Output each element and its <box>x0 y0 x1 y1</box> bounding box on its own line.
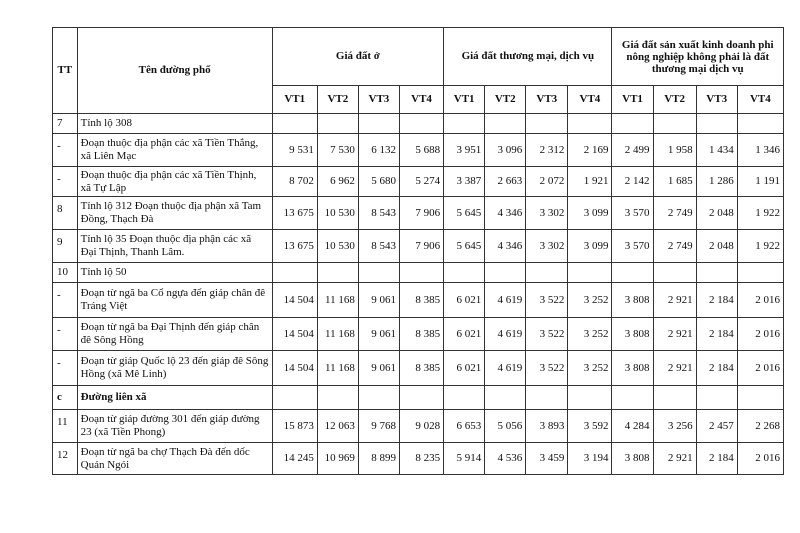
price-cell: 3 522 <box>526 318 568 351</box>
row-street-name: Tỉnh lộ 35 Đoạn thuộc địa phận các xã Đại Thịnh, Thanh Lâm. <box>77 230 272 263</box>
price-cell <box>526 263 568 283</box>
row-street-name: Đoạn từ ngã ba chợ Thạch Đà đến dốc Quán Ngói <box>77 443 272 475</box>
price-cell: 15 873 <box>272 410 317 443</box>
header-vt-cell: VT4 <box>568 86 612 114</box>
price-cell: 5 645 <box>444 197 485 230</box>
price-cell: 2 499 <box>612 134 653 167</box>
price-cell: 6 132 <box>358 134 399 167</box>
price-cell: 2 184 <box>696 283 737 318</box>
price-cell: 9 028 <box>399 410 443 443</box>
header-vt-cell: VT1 <box>612 86 653 114</box>
price-cell: 2 921 <box>653 351 696 386</box>
price-cell: 10 969 <box>317 443 358 475</box>
price-cell: 3 951 <box>444 134 485 167</box>
row-street-name: Đoạn từ giáp đường 301 đến giáp đường 23 (xã Tiền Phong) <box>77 410 272 443</box>
header-commercial-price: Giá đất thương mại, dịch vụ <box>444 28 612 86</box>
price-cell: 8 899 <box>358 443 399 475</box>
price-cell: 9 061 <box>358 318 399 351</box>
price-cell <box>612 386 653 410</box>
price-cell <box>317 263 358 283</box>
price-cell: 3 522 <box>526 351 568 386</box>
price-cell <box>737 263 783 283</box>
price-cell: 3 808 <box>612 283 653 318</box>
price-cell: 9 531 <box>272 134 317 167</box>
price-cell: 5 688 <box>399 134 443 167</box>
header-nonagri-price: Giá đất sản xuất kinh doanh phi nông nghiệp không phải là đất thương mại dịch vụ <box>612 28 784 86</box>
row-street-name: Đoạn thuộc địa phận các xã Tiền Thịnh, xã Tự Lập <box>77 167 272 197</box>
header-vt-cell: VT2 <box>317 86 358 114</box>
price-cell: 14 504 <box>272 318 317 351</box>
table-row <box>53 197 784 230</box>
row-tt: 10 <box>53 263 78 283</box>
price-cell <box>358 386 399 410</box>
price-cell <box>317 114 358 134</box>
row-tt: 8 <box>53 197 78 230</box>
price-cell: 1 685 <box>653 167 696 197</box>
price-cell: 3 808 <box>612 318 653 351</box>
price-cell: 14 504 <box>272 351 317 386</box>
header-vt-cell: VT4 <box>399 86 443 114</box>
price-cell <box>653 114 696 134</box>
table-row <box>53 263 784 283</box>
price-cell: 2 457 <box>696 410 737 443</box>
price-cell: 2 921 <box>653 283 696 318</box>
price-cell: 6 962 <box>317 167 358 197</box>
price-cell: 9 768 <box>358 410 399 443</box>
price-cell: 2 072 <box>526 167 568 197</box>
price-cell <box>568 386 612 410</box>
price-cell: 1 346 <box>737 134 783 167</box>
price-cell: 2 016 <box>737 351 783 386</box>
price-cell: 2 016 <box>737 283 783 318</box>
price-cell: 6 021 <box>444 351 485 386</box>
price-cell: 3 570 <box>612 230 653 263</box>
price-cell <box>399 386 443 410</box>
price-cell <box>485 263 526 283</box>
price-cell <box>444 386 485 410</box>
price-cell: 6 021 <box>444 283 485 318</box>
price-cell: 4 536 <box>485 443 526 475</box>
price-cell: 2 921 <box>653 443 696 475</box>
price-cell <box>399 114 443 134</box>
price-cell: 4 346 <box>485 230 526 263</box>
price-cell: 2 749 <box>653 197 696 230</box>
price-cell: 8 543 <box>358 197 399 230</box>
price-cell: 3 252 <box>568 318 612 351</box>
price-cell: 8 235 <box>399 443 443 475</box>
price-cell: 2 016 <box>737 443 783 475</box>
price-cell: 4 346 <box>485 197 526 230</box>
table-row <box>53 167 784 197</box>
row-tt: 7 <box>53 114 78 134</box>
row-tt: c <box>53 386 78 410</box>
price-cell: 3 099 <box>568 230 612 263</box>
price-cell: 3 808 <box>612 351 653 386</box>
price-cell: 8 543 <box>358 230 399 263</box>
price-cell <box>526 386 568 410</box>
header-vt-cell: VT3 <box>696 86 737 114</box>
row-street-name: Tỉnh lộ 312 Đoạn thuộc địa phận xã Tam Đồng, Thạch Đà <box>77 197 272 230</box>
row-street-name: Tỉnh lộ 50 <box>77 263 272 283</box>
price-cell: 3 099 <box>568 197 612 230</box>
header-vt-cell: VT3 <box>526 86 568 114</box>
price-cell: 3 252 <box>568 283 612 318</box>
price-cell: 8 385 <box>399 351 443 386</box>
price-cell: 8 385 <box>399 318 443 351</box>
price-cell: 11 168 <box>317 318 358 351</box>
table-row <box>53 283 784 318</box>
price-cell <box>696 263 737 283</box>
price-cell: 2 142 <box>612 167 653 197</box>
price-cell: 3 808 <box>612 443 653 475</box>
price-cell: 5 645 <box>444 230 485 263</box>
price-cell <box>696 114 737 134</box>
price-cell: 7 906 <box>399 197 443 230</box>
price-cell <box>612 263 653 283</box>
price-cell: 3 387 <box>444 167 485 197</box>
price-cell: 3 096 <box>485 134 526 167</box>
price-cell <box>526 114 568 134</box>
price-cell: 11 168 <box>317 283 358 318</box>
price-cell: 6 021 <box>444 318 485 351</box>
row-tt: 9 <box>53 230 78 263</box>
price-cell: 5 680 <box>358 167 399 197</box>
price-cell: 14 245 <box>272 443 317 475</box>
price-cell: 12 063 <box>317 410 358 443</box>
row-tt: - <box>53 134 78 167</box>
price-cell <box>737 114 783 134</box>
price-cell: 14 504 <box>272 283 317 318</box>
price-cell: 9 061 <box>358 351 399 386</box>
row-tt: - <box>53 283 78 318</box>
price-cell: 4 619 <box>485 351 526 386</box>
price-cell: 2 749 <box>653 230 696 263</box>
price-cell: 1 191 <box>737 167 783 197</box>
table-row <box>53 114 784 134</box>
price-cell: 2 016 <box>737 318 783 351</box>
table-row <box>53 318 784 351</box>
land-price-table <box>52 27 784 475</box>
price-cell: 10 530 <box>317 197 358 230</box>
price-cell <box>444 114 485 134</box>
price-cell: 2 184 <box>696 351 737 386</box>
header-residential-price: Giá đất ở <box>272 28 443 86</box>
price-cell: 9 061 <box>358 283 399 318</box>
row-street-name: Tỉnh lộ 308 <box>77 114 272 134</box>
header-vt-cell: VT4 <box>737 86 783 114</box>
price-cell: 3 252 <box>568 351 612 386</box>
row-tt: - <box>53 167 78 197</box>
row-street-name: Đoạn từ giáp Quốc lộ 23 đến giáp đê Sông Hồng (xã Mê Linh) <box>77 351 272 386</box>
price-cell: 1 922 <box>737 230 783 263</box>
row-street-name: Đoạn thuộc địa phận các xã Tiền Thắng, xã Liên Mạc <box>77 134 272 167</box>
price-cell: 3 256 <box>653 410 696 443</box>
price-cell <box>653 263 696 283</box>
price-cell: 2 048 <box>696 197 737 230</box>
price-cell: 6 653 <box>444 410 485 443</box>
price-cell: 5 274 <box>399 167 443 197</box>
price-cell <box>485 386 526 410</box>
price-cell: 2 921 <box>653 318 696 351</box>
header-tt: TT <box>53 28 78 114</box>
price-cell <box>485 114 526 134</box>
price-cell <box>317 386 358 410</box>
price-cell <box>272 386 317 410</box>
header-street-name: Tên đường phố <box>77 28 272 114</box>
row-tt: 12 <box>53 443 78 475</box>
table-row <box>53 386 784 410</box>
header-vt-cell: VT1 <box>444 86 485 114</box>
price-cell <box>358 263 399 283</box>
price-cell <box>399 263 443 283</box>
price-cell: 1 958 <box>653 134 696 167</box>
price-cell <box>568 114 612 134</box>
price-cell: 2 268 <box>737 410 783 443</box>
price-cell <box>653 386 696 410</box>
table-row <box>53 351 784 386</box>
price-cell <box>696 386 737 410</box>
table-row <box>53 134 784 167</box>
price-cell: 3 592 <box>568 410 612 443</box>
price-cell: 3 194 <box>568 443 612 475</box>
table-row <box>53 230 784 263</box>
price-cell <box>358 114 399 134</box>
price-cell: 13 675 <box>272 197 317 230</box>
price-table-container <box>52 27 784 475</box>
price-cell: 7 530 <box>317 134 358 167</box>
row-street-name: Đường liên xã <box>77 386 272 410</box>
price-cell: 4 619 <box>485 283 526 318</box>
price-cell <box>568 263 612 283</box>
price-cell: 3 302 <box>526 230 568 263</box>
price-cell: 2 048 <box>696 230 737 263</box>
price-cell: 2 184 <box>696 443 737 475</box>
price-cell: 1 286 <box>696 167 737 197</box>
price-cell: 4 619 <box>485 318 526 351</box>
price-cell: 5 914 <box>444 443 485 475</box>
price-cell: 1 434 <box>696 134 737 167</box>
price-cell <box>612 114 653 134</box>
price-cell: 2 184 <box>696 318 737 351</box>
price-cell <box>272 263 317 283</box>
header-vt-cell: VT2 <box>653 86 696 114</box>
table-row <box>53 443 784 475</box>
price-cell: 10 530 <box>317 230 358 263</box>
price-cell: 7 906 <box>399 230 443 263</box>
price-cell: 2 169 <box>568 134 612 167</box>
price-cell: 4 284 <box>612 410 653 443</box>
price-cell <box>737 386 783 410</box>
price-cell: 3 893 <box>526 410 568 443</box>
price-cell: 13 675 <box>272 230 317 263</box>
price-cell: 8 702 <box>272 167 317 197</box>
row-tt: - <box>53 318 78 351</box>
price-cell: 1 922 <box>737 197 783 230</box>
price-cell: 3 522 <box>526 283 568 318</box>
price-cell <box>444 263 485 283</box>
price-cell <box>272 114 317 134</box>
price-cell: 3 570 <box>612 197 653 230</box>
price-cell: 5 056 <box>485 410 526 443</box>
price-cell: 3 302 <box>526 197 568 230</box>
price-cell: 2 663 <box>485 167 526 197</box>
table-body <box>53 114 784 475</box>
price-cell: 1 921 <box>568 167 612 197</box>
price-cell: 2 312 <box>526 134 568 167</box>
row-street-name: Đoạn từ ngã ba Đại Thịnh đến giáp chân đê Sông Hồng <box>77 318 272 351</box>
header-vt-cell: VT2 <box>485 86 526 114</box>
row-tt: 11 <box>53 410 78 443</box>
price-cell: 11 168 <box>317 351 358 386</box>
row-tt: - <box>53 351 78 386</box>
row-street-name: Đoạn từ ngã ba Cổ ngựa đến giáp chân đê Tráng Việt <box>77 283 272 318</box>
price-cell: 3 459 <box>526 443 568 475</box>
table-row <box>53 410 784 443</box>
header-vt-cell: VT3 <box>358 86 399 114</box>
header-vt-cell: VT1 <box>272 86 317 114</box>
price-cell: 8 385 <box>399 283 443 318</box>
